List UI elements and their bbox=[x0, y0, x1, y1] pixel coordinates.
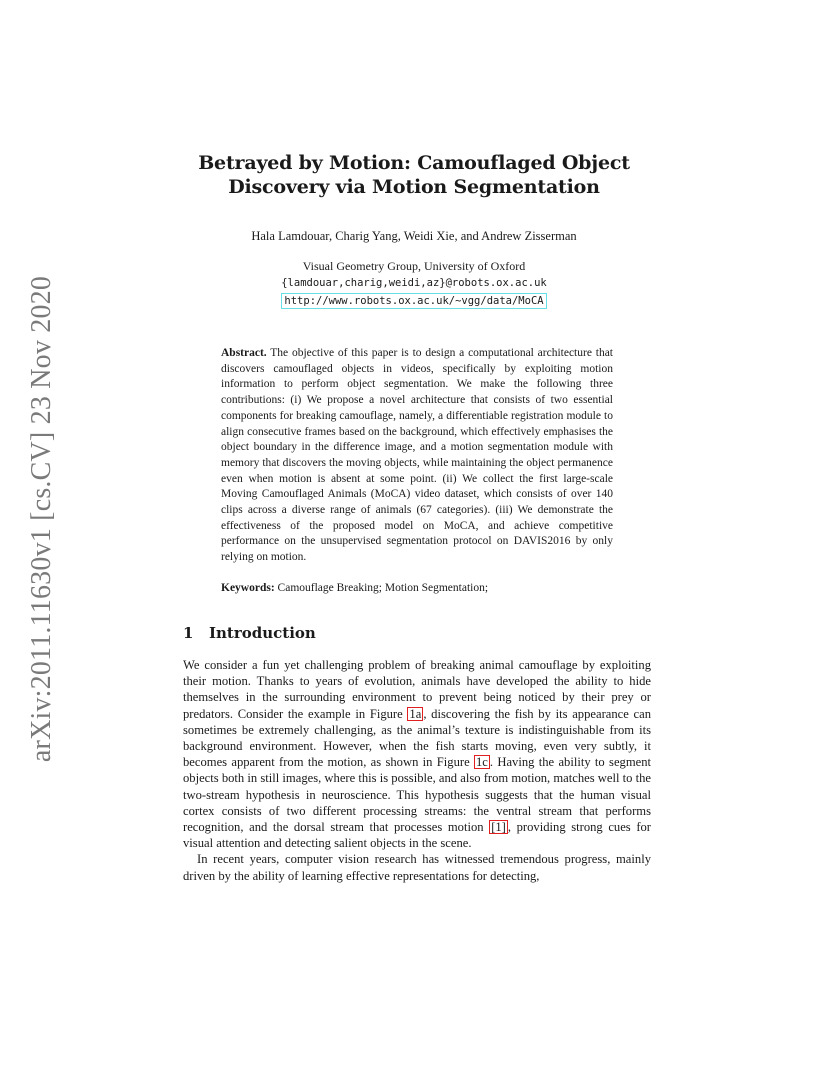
title-line-2: Discovery via Motion Segmentation bbox=[228, 176, 600, 198]
paragraph-1-part-d: , providing strong cues for visual attention and detecting salient objects in the scene. bbox=[183, 820, 652, 851]
citation-1-link[interactable]: [1] bbox=[491, 820, 506, 835]
arxiv-identifier-sidebar bbox=[22, 275, 62, 763]
paragraph-1 bbox=[183, 657, 651, 851]
introduction-body bbox=[183, 657, 651, 884]
abstract-text: The objective of this paper is to design a computational architecture that discovers camouflaged objects in videos, specifically by exploiting motion information to perform object segmentation. We make the following three contributions: (i) We propose a novel architecture that consists of two essential components for breaking camouflage, namely, a differentiable registration module to align consecutive frames based on the background, which effectively emphasises the object boundary in the difference image, and a motion segmentation module with memory that discovers the moving objects, while maintaining the object permanence even when motion is absent at some point. (ii) We collect the first large-scale Moving Camouflaged Animals (MoCA) video dataset, which consists of over 140 clips across a diverse range of animals (67 categories). (iii) We demonstrate the effectiveness of the proposed model on MoCA, and achieve competitive performance on the unsupervised segmentation protocol on DAVIS2016 by only relying on motion. bbox=[221, 347, 613, 564]
dataset-url-link[interactable]: http://www.robots.ox.ac.uk/~vgg/data/MoCA bbox=[281, 293, 546, 309]
section-title: Introduction bbox=[209, 624, 316, 642]
paragraph-1-part-a: We consider a fun yet challenging problem of breaking animal camouflage by exploiting their motion. Thanks to years of evolution, animals have developed the ability to hide themselves in the surrounding environment to prevent being noticed by their prey or predators. Consider the example in Figure bbox=[183, 658, 651, 721]
paper-title bbox=[150, 151, 678, 199]
figure-1c-link[interactable]: 1c bbox=[476, 755, 488, 770]
paragraph-2: In recent years, computer vision research has witnessed tremendous progress, mainly driven by the ability of learning effective representations for detecting, bbox=[183, 852, 651, 883]
email-addresses: {lamdouar,charig,weidi,az}@robots.ox.ac.uk bbox=[281, 277, 547, 289]
keywords-label: Keywords: bbox=[221, 582, 275, 594]
abstract bbox=[221, 346, 613, 566]
paragraph-1-part-c: . Having the ability to segment objects both in still images, where this is possible, and also from motion, matches well to the two-stream hypothesis in neuroscience. This hypothesis suggests that the human visual cortex consists of two different processing streams: the ventral stream that performs recognition, and the dorsal stream that processes motion bbox=[183, 755, 652, 835]
author-list: Hala Lamdouar, Charig Yang, Weidi Xie, and Andrew Zisserman bbox=[251, 229, 577, 243]
keywords-text: Camouflage Breaking; Motion Segmentation; bbox=[277, 582, 489, 594]
keywords bbox=[221, 582, 613, 594]
section-number: 1 bbox=[183, 624, 194, 642]
title-line-1: Betrayed by Motion: Camouflaged Object bbox=[198, 152, 630, 174]
affiliation: Visual Geometry Group, University of Oxford bbox=[302, 259, 526, 273]
section-heading-introduction bbox=[183, 624, 316, 642]
paragraph-1-part-b: , discovering the fish by its appearance can sometimes be extremely challenging, as the animal’s texture is indistinguishable from its background environment. However, when the fish starts moving, even very subtly, it becomes apparent from the motion, as shown in Figure bbox=[183, 706, 652, 770]
abstract-label: Abstract. bbox=[221, 347, 267, 359]
arxiv-identifier: arXiv:2011.11630v1 [cs.CV] 23 Nov 2020 bbox=[26, 275, 57, 763]
affiliation-block bbox=[150, 258, 678, 309]
figure-1a-link[interactable]: 1a bbox=[409, 706, 422, 721]
